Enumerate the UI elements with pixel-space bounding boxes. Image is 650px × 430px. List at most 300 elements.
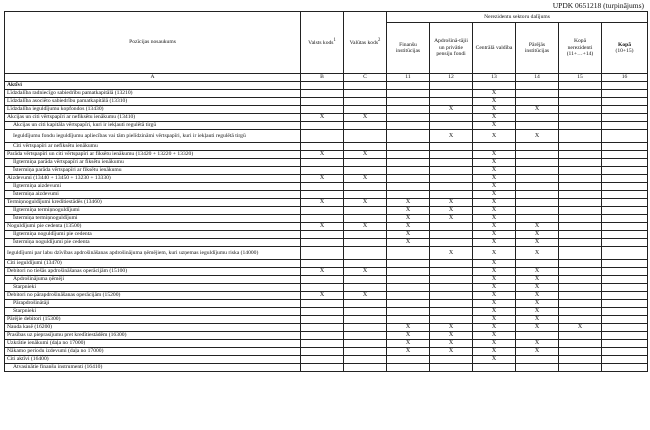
mark-cell <box>516 364 559 372</box>
mark-cell <box>344 183 387 191</box>
mark-cell <box>430 183 473 191</box>
mark-cell <box>559 207 602 215</box>
mark-cell: X <box>387 348 430 356</box>
mark-cell <box>387 292 430 300</box>
mark-cell <box>602 300 648 308</box>
mark-cell <box>559 239 602 247</box>
mark-cell <box>559 223 602 231</box>
mark-cell <box>602 247 648 260</box>
mark-cell <box>602 364 648 372</box>
mark-cell <box>516 175 559 183</box>
mark-cell <box>559 167 602 175</box>
mark-cell <box>301 308 344 316</box>
mark-cell <box>516 98 559 106</box>
table-row <box>5 356 648 364</box>
mark-cell: X <box>516 130 559 143</box>
mark-cell <box>559 143 602 151</box>
header-country-code: Valsts kods$^1$ <box>301 12 344 74</box>
mark-cell <box>387 82 430 90</box>
mark-cell: X <box>516 247 559 260</box>
mark-cell: X <box>430 199 473 207</box>
mark-cell <box>516 332 559 340</box>
row-label: Akcijas un citi kapitāla vērtspapīri, kuri ir iekļauti regulētā tirgū <box>5 122 301 130</box>
table-row <box>5 300 648 308</box>
mark-cell: X <box>387 324 430 332</box>
mark-cell <box>430 175 473 183</box>
mark-cell <box>559 300 602 308</box>
mark-cell <box>301 82 344 90</box>
mark-cell <box>473 364 516 372</box>
mark-cell <box>430 98 473 106</box>
table-row <box>5 106 648 114</box>
mark-cell <box>430 239 473 247</box>
mark-cell: X <box>473 316 516 324</box>
mark-cell: X <box>473 292 516 300</box>
mark-cell: X <box>473 106 516 114</box>
mark-cell <box>559 348 602 356</box>
mark-cell <box>301 276 344 284</box>
mark-cell <box>602 207 648 215</box>
mark-cell <box>301 284 344 292</box>
mark-cell: X <box>473 199 516 207</box>
table-row <box>5 332 648 340</box>
mark-cell <box>430 268 473 276</box>
mark-cell: X <box>516 239 559 247</box>
header-financial-institutions: Finanšu institūcijas <box>387 23 430 74</box>
mark-cell: X <box>430 215 473 223</box>
mark-cell <box>301 231 344 239</box>
mark-cell <box>559 340 602 348</box>
mark-cell <box>516 82 559 90</box>
mark-cell <box>516 191 559 199</box>
row-label: Citi vērtspapīri ar nefiksētu ienākumu <box>5 143 301 151</box>
table-row <box>5 199 648 207</box>
row-label: Prasības uz pieprasījumu pret kredītiestādēm (16300) <box>5 332 301 340</box>
mark-cell <box>430 167 473 175</box>
mark-cell: X <box>516 348 559 356</box>
mark-cell <box>602 159 648 167</box>
mark-cell <box>602 284 648 292</box>
mark-cell <box>430 114 473 122</box>
mark-cell <box>430 90 473 98</box>
mark-cell <box>344 122 387 130</box>
mark-cell: X <box>516 231 559 239</box>
mark-cell: X <box>430 207 473 215</box>
row-label: Noguldījumi pie cedenta (13500) <box>5 223 301 231</box>
table-row <box>5 114 648 122</box>
mark-cell <box>559 356 602 364</box>
mark-cell <box>559 183 602 191</box>
mark-cell <box>387 316 430 324</box>
mark-cell <box>602 215 648 223</box>
column-letter-row <box>5 74 648 82</box>
mark-cell: X <box>301 199 344 207</box>
mark-cell <box>387 191 430 199</box>
row-label: Ilgtermiņa noguldījumi pie cedenta <box>5 231 301 239</box>
column-letter: A <box>5 74 301 82</box>
mark-cell <box>602 340 648 348</box>
mark-cell <box>344 130 387 143</box>
row-label: Uzkrātie ienākumi (daļa no 17000) <box>5 340 301 348</box>
table-row <box>5 207 648 215</box>
mark-cell: X <box>301 175 344 183</box>
mark-cell <box>301 167 344 175</box>
mark-cell <box>602 223 648 231</box>
mark-cell <box>559 175 602 183</box>
header-currency-code: Valūtas kods$^2$ <box>344 12 387 74</box>
mark-cell <box>602 175 648 183</box>
mark-cell <box>344 239 387 247</box>
mark-cell <box>344 340 387 348</box>
mark-cell <box>602 106 648 114</box>
mark-cell <box>387 122 430 130</box>
mark-cell <box>559 231 602 239</box>
table-row <box>5 284 648 292</box>
mark-cell <box>516 159 559 167</box>
mark-cell <box>602 114 648 122</box>
mark-cell <box>344 247 387 260</box>
mark-cell: X <box>473 175 516 183</box>
mark-cell <box>301 239 344 247</box>
table-row <box>5 167 648 175</box>
mark-cell <box>559 114 602 122</box>
mark-cell <box>301 143 344 151</box>
mark-cell <box>301 332 344 340</box>
mark-cell <box>344 215 387 223</box>
mark-cell <box>387 247 430 260</box>
table-row <box>5 348 648 356</box>
mark-cell <box>301 348 344 356</box>
mark-cell <box>430 316 473 324</box>
mark-cell: X <box>473 231 516 239</box>
mark-cell: X <box>301 151 344 159</box>
mark-cell: X <box>387 207 430 215</box>
mark-cell <box>344 276 387 284</box>
mark-cell: X <box>387 223 430 231</box>
mark-cell <box>387 284 430 292</box>
mark-cell <box>516 122 559 130</box>
mark-cell <box>301 316 344 324</box>
mark-cell: X <box>430 247 473 260</box>
mark-cell <box>559 130 602 143</box>
mark-cell <box>301 324 344 332</box>
table-row <box>5 191 648 199</box>
mark-cell: X <box>473 159 516 167</box>
mark-cell <box>387 143 430 151</box>
mark-cell <box>430 356 473 364</box>
mark-cell <box>602 82 648 90</box>
mark-cell <box>344 191 387 199</box>
mark-cell <box>430 276 473 284</box>
mark-cell <box>473 143 516 151</box>
mark-cell: X <box>344 114 387 122</box>
mark-cell <box>344 300 387 308</box>
mark-cell <box>344 316 387 324</box>
mark-cell <box>559 247 602 260</box>
mark-cell <box>559 332 602 340</box>
mark-cell <box>387 356 430 364</box>
table-row <box>5 122 648 130</box>
header-insurers-pension-funds: Apdrošinā-tājii un privātie pensiju fondi <box>430 23 473 74</box>
mark-cell <box>344 167 387 175</box>
mark-cell <box>559 308 602 316</box>
mark-cell <box>387 300 430 308</box>
mark-cell: X <box>301 223 344 231</box>
table-row <box>5 175 648 183</box>
row-label: Starpnieki <box>5 308 301 316</box>
mark-cell <box>602 130 648 143</box>
mark-cell <box>602 167 648 175</box>
row-label: Līdzdalība ieguldījumu kopfondos (13430) <box>5 106 301 114</box>
mark-cell: X <box>473 122 516 130</box>
mark-cell <box>559 316 602 324</box>
mark-cell <box>516 207 559 215</box>
mark-cell: X <box>430 324 473 332</box>
row-label: Atvasinātie finanšu instrumenti (16410) <box>5 364 301 372</box>
mark-cell <box>344 98 387 106</box>
mark-cell: X <box>473 151 516 159</box>
mark-cell <box>387 268 430 276</box>
table-row <box>5 98 648 106</box>
row-label: Līdzdalība radniecīgo sabiedrību pamatkapitālā (13210) <box>5 90 301 98</box>
table-row <box>5 247 648 260</box>
mark-cell <box>602 332 648 340</box>
column-letter: 14 <box>516 74 559 82</box>
mark-cell: X <box>473 260 516 268</box>
row-label: Īstermiņa parāda vērtspapīri ar fiksētu ienākumu <box>5 167 301 175</box>
mark-cell <box>602 231 648 239</box>
mark-cell <box>387 260 430 268</box>
table-body <box>5 82 648 372</box>
mark-cell: X <box>559 324 602 332</box>
mark-cell <box>602 191 648 199</box>
mark-cell: X <box>344 199 387 207</box>
mark-cell <box>301 98 344 106</box>
row-label: Īstermiņa termiņnoguldījumi <box>5 215 301 223</box>
mark-cell <box>387 159 430 167</box>
table-row <box>5 183 648 191</box>
mark-cell: X <box>430 130 473 143</box>
mark-cell: X <box>473 332 516 340</box>
mark-cell: X <box>387 231 430 239</box>
mark-cell <box>387 167 430 175</box>
mark-cell: X <box>387 239 430 247</box>
mark-cell <box>301 90 344 98</box>
table-row <box>5 260 648 268</box>
mark-cell: X <box>387 332 430 340</box>
mark-cell <box>387 151 430 159</box>
mark-cell <box>516 199 559 207</box>
header-position-name: Pozīcijas nosaukums <box>5 12 301 74</box>
mark-cell: X <box>473 340 516 348</box>
mark-cell <box>559 268 602 276</box>
mark-cell: X <box>387 340 430 348</box>
mark-cell <box>344 260 387 268</box>
mark-cell: X <box>473 223 516 231</box>
mark-cell <box>559 191 602 199</box>
mark-cell <box>602 239 648 247</box>
row-label: Ieguldījumu fondu ieguldījumu apliecības vai tām pielīdzināmi vērtspapīri, kuri ir iekļauti regulētā tirgū <box>5 130 301 143</box>
table-row <box>5 143 648 151</box>
mark-cell <box>301 122 344 130</box>
mark-cell <box>602 143 648 151</box>
column-letter: 13 <box>473 74 516 82</box>
mark-cell <box>602 292 648 300</box>
row-label: Īstermiņa aizdevumi <box>5 191 301 199</box>
mark-cell: X <box>516 268 559 276</box>
table-row <box>5 231 648 239</box>
row-label: Apdrošinājuma ņēmēji <box>5 276 301 284</box>
mark-cell: X <box>516 223 559 231</box>
row-label: Aktīvi <box>5 82 301 90</box>
mark-cell: X <box>473 207 516 215</box>
nonresident-sector-table <box>4 11 648 372</box>
document-id: UPDK 0651218 (turpinājums) <box>552 1 644 10</box>
row-label: Nākamo periodu izdevumi (daļa no 17000) <box>5 348 301 356</box>
mark-cell <box>301 260 344 268</box>
table-row <box>5 364 648 372</box>
header-total-nonresidents: Kopā nerezidenti (11+…+14) <box>559 23 602 74</box>
mark-cell: X <box>344 292 387 300</box>
mark-cell <box>430 122 473 130</box>
mark-cell <box>430 82 473 90</box>
mark-cell: X <box>473 191 516 199</box>
mark-cell: X <box>516 276 559 284</box>
header-central-government: Centrālā valdība <box>473 23 516 74</box>
table-row <box>5 292 648 300</box>
mark-cell <box>344 364 387 372</box>
mark-cell: X <box>473 247 516 260</box>
mark-cell <box>602 199 648 207</box>
mark-cell <box>602 276 648 284</box>
row-label: Termiņnoguldījumi kredītiestādēs (13460) <box>5 199 301 207</box>
mark-cell: X <box>473 324 516 332</box>
mark-cell <box>387 106 430 114</box>
mark-cell <box>301 300 344 308</box>
mark-cell <box>602 98 648 106</box>
table-row <box>5 276 648 284</box>
mark-cell <box>559 82 602 90</box>
mark-cell: X <box>516 292 559 300</box>
row-label: Līdzdalība asociēto sabiedrību pamatkapitālā (13310) <box>5 98 301 106</box>
table-row <box>5 215 648 223</box>
mark-cell <box>602 122 648 130</box>
column-letter: 11 <box>387 74 430 82</box>
mark-cell <box>602 260 648 268</box>
row-label: Īstermiņa noguldījumi pie cedenta <box>5 239 301 247</box>
mark-cell: X <box>430 106 473 114</box>
mark-cell: X <box>430 340 473 348</box>
mark-cell <box>430 284 473 292</box>
column-letter: 12 <box>430 74 473 82</box>
mark-cell <box>516 143 559 151</box>
mark-cell <box>387 276 430 284</box>
mark-cell <box>430 300 473 308</box>
mark-cell <box>301 159 344 167</box>
mark-cell: X <box>473 215 516 223</box>
table-row <box>5 340 648 348</box>
table-row <box>5 130 648 143</box>
mark-cell <box>602 348 648 356</box>
mark-cell <box>516 90 559 98</box>
mark-cell <box>430 159 473 167</box>
mark-cell <box>559 159 602 167</box>
table-row <box>5 151 648 159</box>
mark-cell <box>301 106 344 114</box>
mark-cell <box>301 340 344 348</box>
mark-cell <box>301 130 344 143</box>
row-label: Citi aktīvi (16400) <box>5 356 301 364</box>
mark-cell <box>344 348 387 356</box>
mark-cell <box>516 215 559 223</box>
mark-cell: X <box>473 284 516 292</box>
mark-cell <box>301 183 344 191</box>
column-letter: B <box>301 74 344 82</box>
mark-cell: X <box>516 340 559 348</box>
header-grand-total: Kopā (10+15) <box>602 23 648 74</box>
mark-cell <box>430 231 473 239</box>
mark-cell <box>387 183 430 191</box>
mark-cell <box>430 364 473 372</box>
mark-cell <box>473 82 516 90</box>
row-label: Aizdevumi (13440 + 13450 + 13230 + 13330) <box>5 175 301 183</box>
mark-cell <box>559 98 602 106</box>
mark-cell <box>387 175 430 183</box>
mark-cell <box>430 260 473 268</box>
mark-cell: X <box>473 183 516 191</box>
mark-cell <box>559 284 602 292</box>
column-letter: C <box>344 74 387 82</box>
mark-cell <box>516 114 559 122</box>
mark-cell: X <box>473 167 516 175</box>
mark-cell <box>559 151 602 159</box>
table-row <box>5 308 648 316</box>
mark-cell: X <box>344 151 387 159</box>
mark-cell <box>344 90 387 98</box>
mark-cell: X <box>473 276 516 284</box>
table-row <box>5 324 648 332</box>
mark-cell <box>344 143 387 151</box>
table-row <box>5 268 648 276</box>
row-label: Starpnieki <box>5 284 301 292</box>
mark-cell <box>387 308 430 316</box>
mark-cell <box>516 356 559 364</box>
mark-cell: X <box>430 348 473 356</box>
mark-cell <box>559 292 602 300</box>
mark-cell: X <box>473 114 516 122</box>
mark-cell: X <box>516 316 559 324</box>
mark-cell <box>344 356 387 364</box>
mark-cell: X <box>516 308 559 316</box>
mark-cell <box>344 82 387 90</box>
mark-cell <box>602 316 648 324</box>
mark-cell: X <box>473 90 516 98</box>
mark-cell <box>387 114 430 122</box>
mark-cell <box>301 356 344 364</box>
mark-cell <box>430 191 473 199</box>
table-row <box>5 82 648 90</box>
mark-cell: X <box>473 239 516 247</box>
mark-cell: X <box>301 114 344 122</box>
mark-cell <box>430 151 473 159</box>
mark-cell <box>516 260 559 268</box>
row-label: Pārējie debitori (15300) <box>5 316 301 324</box>
mark-cell <box>559 276 602 284</box>
mark-cell: X <box>301 268 344 276</box>
mark-cell <box>387 98 430 106</box>
column-letter: 16 <box>602 74 648 82</box>
mark-cell <box>516 151 559 159</box>
